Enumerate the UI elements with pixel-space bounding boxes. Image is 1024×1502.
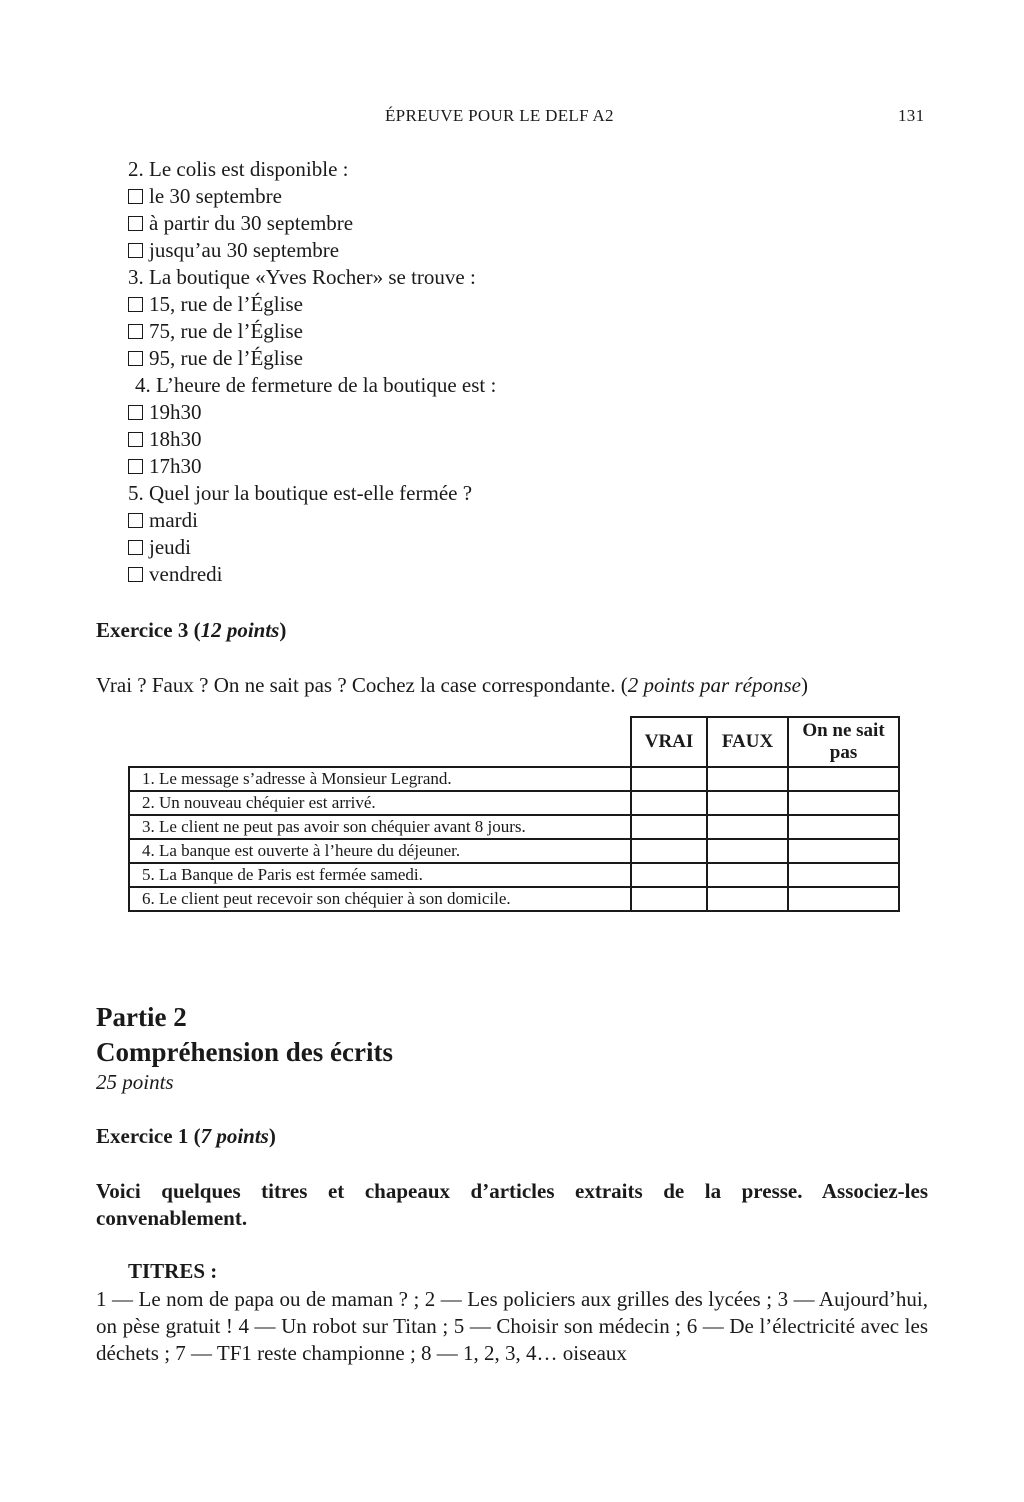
- table-row: [129, 791, 899, 815]
- exercise3-heading: Exercice 3 (12 points): [96, 618, 287, 642]
- checkbox[interactable]: [128, 513, 143, 528]
- answer-cell-on-ne-sait-pas[interactable]: [788, 839, 899, 863]
- exercise1-title: Exercice 1: [96, 1124, 189, 1148]
- exercise3-instruction: Vrai ? Faux ? On ne sait pas ? Cochez la case correspondante.: [96, 673, 616, 697]
- answer-cell-vrai[interactable]: [631, 887, 707, 911]
- option-label: jeudi: [149, 535, 191, 559]
- answer-cell-faux[interactable]: [707, 863, 788, 887]
- answer-option[interactable]: [128, 453, 496, 480]
- answer-cell-vrai[interactable]: [631, 863, 707, 887]
- answer-cell-faux[interactable]: [707, 791, 788, 815]
- checkbox[interactable]: [128, 189, 143, 204]
- column-header-vrai: VRAI: [631, 717, 707, 767]
- exercise3-points: 12 points: [200, 618, 280, 642]
- answer-cell-on-ne-sait-pas[interactable]: [788, 815, 899, 839]
- answer-option[interactable]: [128, 345, 496, 372]
- answer-option[interactable]: [128, 210, 496, 237]
- running-title: ÉPREUVE POUR LE DELF A2: [385, 106, 614, 125]
- answer-cell-faux[interactable]: [707, 887, 788, 911]
- titres-list: 1 — Le nom de papa ou de maman ? ; 2 — Les policiers aux grilles des lycées ; 3 — Aujourd’hui, on pèse gratuit ! 4 — Un robot sur Titan ; 5 — Choisir son médecin ; 6 — De l’électricité avec les déchets ; 7 — TF1 reste championne ; 8 — 1, 2, 3, 4… oiseaux: [96, 1287, 928, 1365]
- option-label: 18h30: [149, 427, 202, 451]
- answer-cell-vrai[interactable]: [631, 839, 707, 863]
- answer-option[interactable]: [128, 399, 496, 426]
- checkbox[interactable]: [128, 432, 143, 447]
- exercise1-instruction: Voici quelques titres et chapeaux d’articles extraits de la presse. Associez-les convenablement.: [96, 1179, 928, 1230]
- part2-title: Partie 2: [96, 1002, 187, 1032]
- answer-cell-on-ne-sait-pas[interactable]: [788, 887, 899, 911]
- option-label: mardi: [149, 508, 198, 532]
- table-row: [129, 839, 899, 863]
- option-label: jusqu’au 30 septembre: [149, 238, 340, 262]
- checkbox[interactable]: [128, 324, 143, 339]
- answer-cell-vrai[interactable]: [631, 767, 707, 791]
- answer-option[interactable]: [128, 426, 496, 453]
- page-number: 131: [898, 106, 925, 125]
- exercise1-heading: Exercice 1 (7 points): [96, 1124, 276, 1148]
- option-label: 15, rue de l’Église: [149, 292, 303, 316]
- option-label: 19h30: [149, 400, 202, 424]
- answer-cell-faux[interactable]: [707, 815, 788, 839]
- exercise3-instruction-line: Vrai ? Faux ? On ne sait pas ? Cochez la case correspondante. (2 points par réponse): [96, 673, 808, 697]
- part2-heading: [96, 1000, 393, 1070]
- statement-cell: 3. Le client ne peut pas avoir son chéquier avant 8 jours.: [129, 815, 631, 839]
- checkbox[interactable]: [128, 459, 143, 474]
- question-title: 5. Quel jour la boutique est-elle fermée ?: [128, 481, 473, 505]
- true-false-table: [128, 716, 900, 912]
- part2-subtitle: Compréhension des écrits: [96, 1037, 393, 1067]
- checkbox[interactable]: [128, 351, 143, 366]
- option-label: 17h30: [149, 454, 202, 478]
- statement-cell: 4. La banque est ouverte à l’heure du déjeuner.: [129, 839, 631, 863]
- exercise1-points: 7 points: [200, 1124, 269, 1148]
- answer-cell-vrai[interactable]: [631, 815, 707, 839]
- part2-points: 25 points: [96, 1070, 174, 1094]
- answer-option[interactable]: [128, 291, 496, 318]
- answer-cell-on-ne-sait-pas[interactable]: [788, 863, 899, 887]
- answer-option[interactable]: [128, 237, 496, 264]
- answer-option[interactable]: [128, 318, 496, 345]
- question-title: 2. Le colis est disponible :: [128, 157, 349, 181]
- option-label: 75, rue de l’Église: [149, 319, 303, 343]
- answer-option[interactable]: [128, 183, 496, 210]
- table-row: [129, 767, 899, 791]
- exercise3-title: Exercice 3: [96, 618, 189, 642]
- table-row: [129, 887, 899, 911]
- titres-label: TITRES :: [128, 1259, 218, 1283]
- answer-cell-on-ne-sait-pas[interactable]: [788, 767, 899, 791]
- question-title: 4. L’heure de fermeture de la boutique est :: [135, 373, 497, 397]
- table-header-row: [129, 717, 899, 767]
- checkbox[interactable]: [128, 405, 143, 420]
- answer-cell-faux[interactable]: [707, 767, 788, 791]
- checkbox[interactable]: [128, 243, 143, 258]
- answer-option[interactable]: [128, 561, 496, 588]
- checkbox[interactable]: [128, 216, 143, 231]
- option-label: le 30 septembre: [149, 184, 282, 208]
- statement-cell: 5. La Banque de Paris est fermée samedi.: [129, 863, 631, 887]
- answer-cell-vrai[interactable]: [631, 791, 707, 815]
- table-row: [129, 815, 899, 839]
- answer-cell-faux[interactable]: [707, 839, 788, 863]
- option-label: 95, rue de l’Église: [149, 346, 303, 370]
- answer-option[interactable]: [128, 507, 496, 534]
- option-label: à partir du 30 septembre: [149, 211, 354, 235]
- answer-option[interactable]: [128, 534, 496, 561]
- checkbox[interactable]: [128, 297, 143, 312]
- exercise3-instruction-points: 2 points par réponse: [627, 673, 801, 697]
- answer-cell-on-ne-sait-pas[interactable]: [788, 791, 899, 815]
- statement-cell: 2. Un nouveau chéquier est arrivé.: [129, 791, 631, 815]
- option-label: vendredi: [149, 562, 223, 586]
- table-row: [129, 863, 899, 887]
- checkbox[interactable]: [128, 540, 143, 555]
- question-title: 3. La boutique «Yves Rocher» se trouve :: [128, 265, 476, 289]
- column-header-on-ne-sait-pas: On ne sait pas: [788, 717, 899, 767]
- statement-cell: 6. Le client peut recevoir son chéquier à son domicile.: [129, 887, 631, 911]
- checkbox[interactable]: [128, 567, 143, 582]
- column-header-faux: FAUX: [707, 717, 788, 767]
- statement-cell: 1. Le message s’adresse à Monsieur Legrand.: [129, 767, 631, 791]
- header-spacer: [129, 717, 631, 767]
- question-list: [128, 156, 496, 588]
